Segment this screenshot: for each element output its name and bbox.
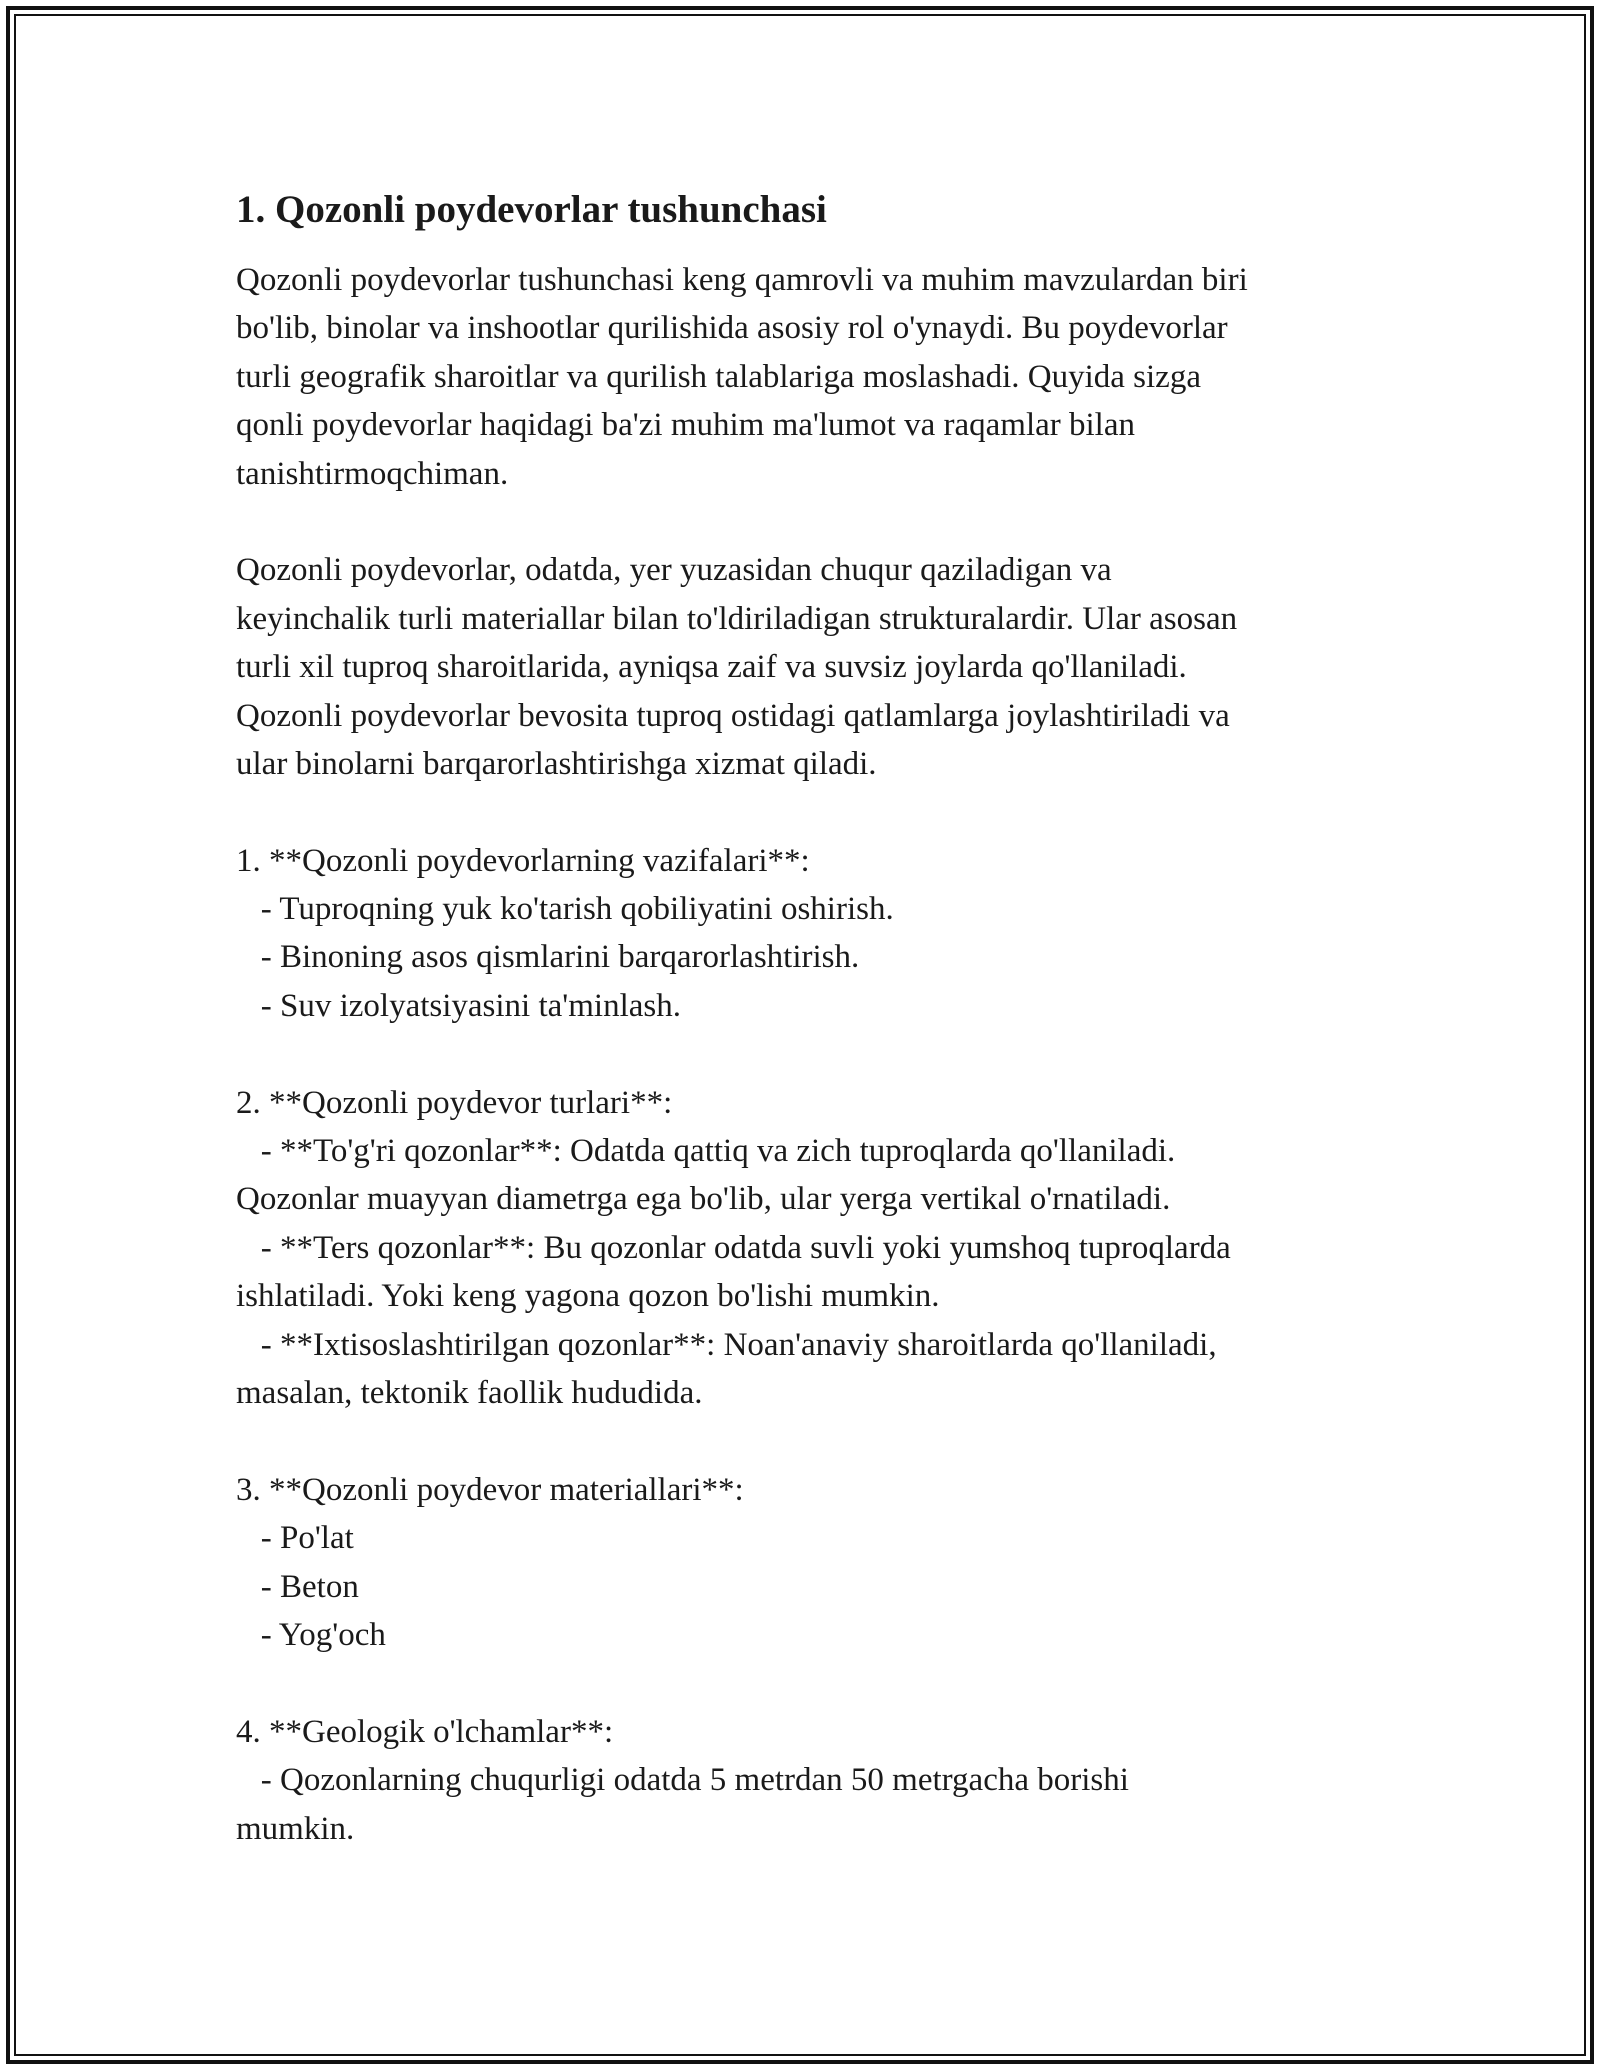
list-heading: 3. **Qozonli poydevor materiallari**: (236, 1471, 744, 1508)
text-line: bo'lib, binolar va inshootlar qurilishida asosiy rol o'ynaydi. Bu poydevorlar (236, 310, 1228, 347)
list-heading: 4. **Geologik o'lchamlar**: (236, 1713, 614, 1750)
text-line: Qozonli poydevorlar bevosita tuproq ostidagi qatlamlarga joylashtiriladi va (236, 697, 1230, 734)
list-item: - Suv izolyatsiyasini ta'minlash. (236, 987, 681, 1024)
text-line: ular binolarni barqarorlashtirishga xizmat qiladi. (236, 745, 877, 782)
list-item: - Po'lat (236, 1520, 354, 1557)
text-line: masalan, tektonik faollik hududida. (236, 1374, 703, 1411)
text-line: turli geografik sharoitlar va qurilish talablariga moslashadi. Quyida sizga (236, 358, 1201, 395)
document-body (236, 186, 1396, 1853)
list-heading: 1. **Qozonli poydevorlarning vazifalari**: (236, 842, 810, 879)
list-item: - **Ixtisoslashtirilgan qozonlar**: Noan'anaviy sharoitlarda qo'llaniladi, (236, 1326, 1217, 1363)
list-item: - **To'g'ri qozonlar**: Odatda qattiq va zich tuproqlarda qo'llaniladi. (236, 1133, 1176, 1170)
blank-line (236, 1417, 1396, 1465)
text-block (236, 256, 1396, 1853)
text-line: ishlatiladi. Yoki keng yagona qozon bo'lishi mumkin. (236, 1278, 940, 1315)
list-item: - Yog'och (236, 1616, 386, 1653)
text-line: Qozonli poydevorlar tushunchasi keng qamrovli va muhim mavzulardan biri (236, 262, 1248, 298)
blank-line (236, 1659, 1396, 1707)
list-item: - Beton (236, 1568, 359, 1605)
text-line: turli xil tuproq sharoitlarida, ayniqsa zaif va suvsiz joylarda qo'llaniladi. (236, 649, 1187, 686)
text-line: mumkin. (236, 1810, 355, 1847)
list-item: - **Ters qozonlar**: Bu qozonlar odatda suvli yoki yumshoq tuproqlarda (236, 1229, 1231, 1266)
list-item: - Tuproqning yuk ko'tarish qobiliyatini oshirish. (236, 891, 894, 928)
blank-line (236, 1030, 1396, 1078)
text-line: Qozonlar muayyan diametrga ega bo'lib, ular yerga vertikal o'rnatiladi. (236, 1181, 1171, 1218)
text-line: qonli poydevorlar haqidagi ba'zi muhim ma'lumot va raqamlar bilan (236, 407, 1135, 444)
section-heading: 1. Qozonli poydevorlar tushunchasi (236, 188, 827, 231)
blank-line (236, 498, 1396, 546)
list-item: - Qozonlarning chuqurligi odatda 5 metrdan 50 metrgacha borishi (236, 1762, 1129, 1799)
blank-line (236, 788, 1396, 836)
text-line: tanishtirmoqchiman. (236, 455, 509, 492)
text-line: keyinchalik turli materiallar bilan to'ldiriladigan strukturalardir. Ular asosan (236, 600, 1238, 637)
list-item: - Binoning asos qismlarini barqarorlashtirish. (236, 939, 860, 976)
list-heading: 2. **Qozonli poydevor turlari**: (236, 1084, 673, 1121)
text-line: Qozonli poydevorlar, odatda, yer yuzasidan chuqur qaziladigan va (236, 552, 1112, 589)
